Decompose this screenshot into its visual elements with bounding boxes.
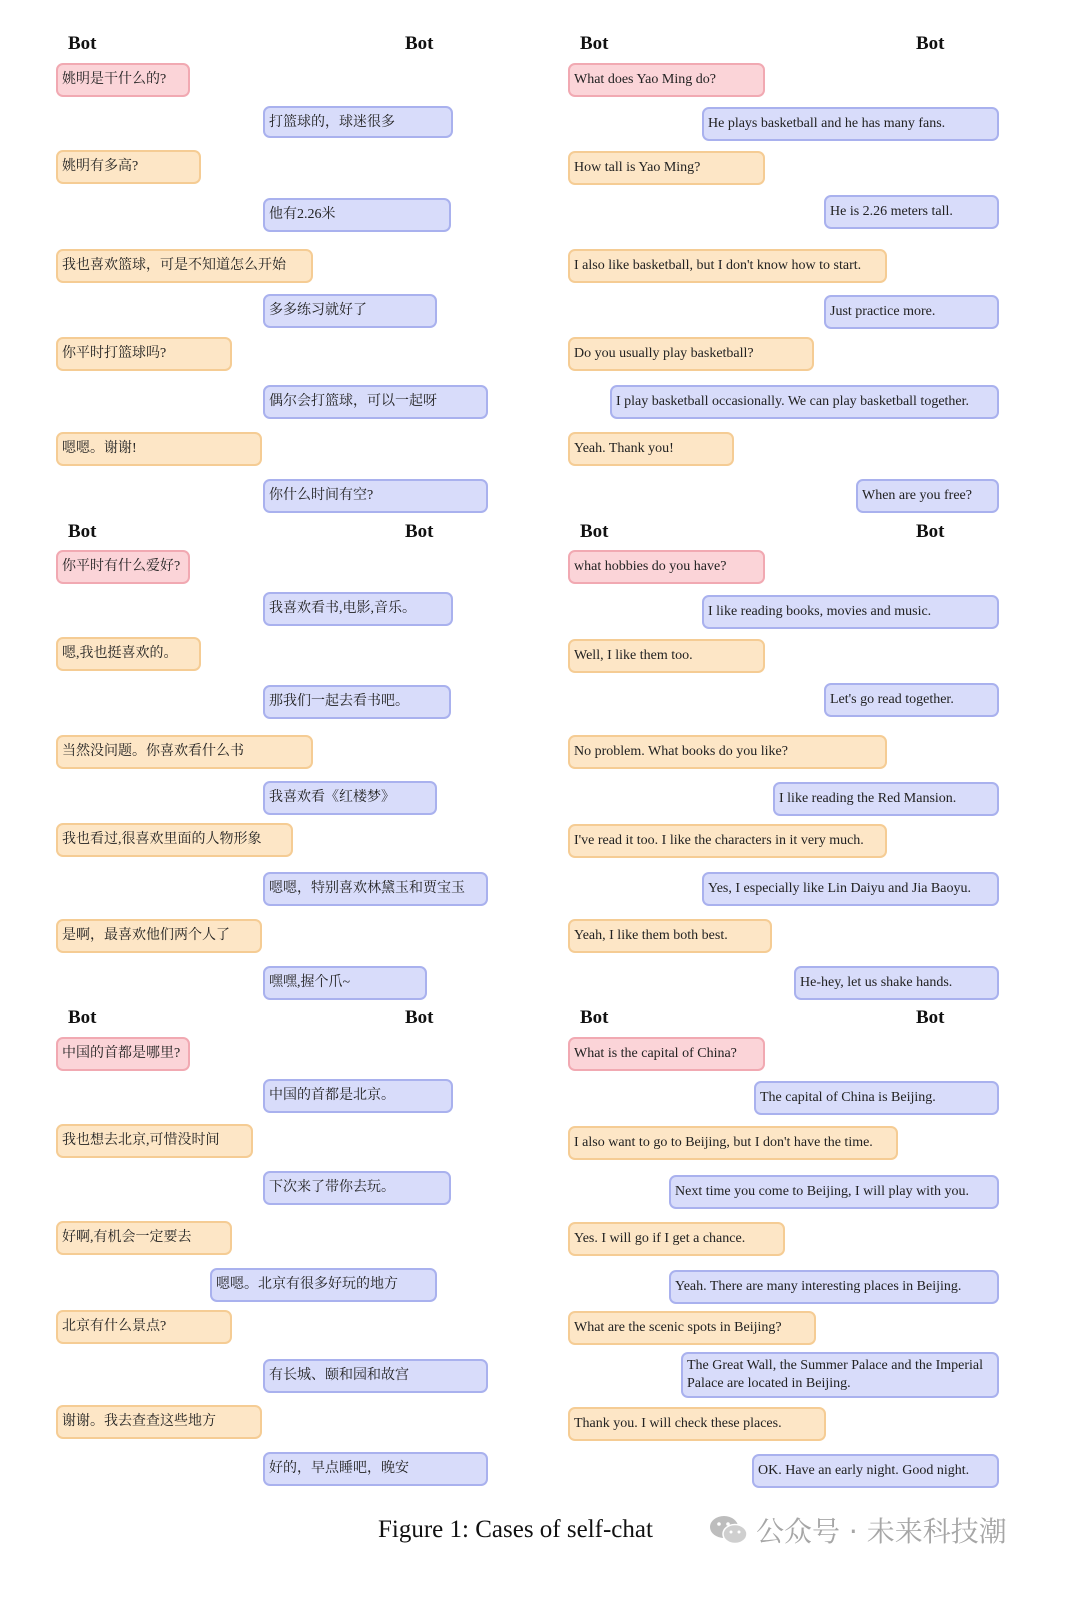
right-message-bubble: 下次来了带你去玩。 — [263, 1171, 451, 1205]
right-message-bubble: The capital of China is Beijing. — [754, 1081, 999, 1115]
left-message-bubble: 是啊，最喜欢他们两个人了 — [56, 919, 262, 953]
left-message-bubble: 中国的首都是哪里? — [56, 1037, 190, 1071]
left-message-bubble: 好啊,有机会一定要去 — [56, 1221, 232, 1255]
right-message-bubble: Just practice more. — [824, 295, 999, 329]
right-message-bubble: 我喜欢看《红楼梦》 — [263, 781, 437, 815]
right-message-bubble: 嗯嗯。北京有很多好玩的地方 — [210, 1268, 437, 1302]
left-speaker-label: Bot — [68, 521, 97, 542]
right-message-bubble: When are you free? — [856, 479, 999, 513]
right-message-bubble: 好的，早点睡吧，晚安 — [263, 1452, 488, 1486]
right-message-bubble: 他有2.26米 — [263, 198, 451, 232]
left-message-bubble: 我也想去北京,可惜没时间 — [56, 1124, 253, 1158]
right-message-bubble: I play basketball occasionally. We can play basketball together. — [610, 385, 999, 419]
left-speaker-label: Bot — [68, 33, 97, 54]
left-speaker-label: Bot — [580, 33, 609, 54]
right-message-bubble: Let's go read together. — [824, 683, 999, 717]
left-message-bubble: 当然没问题。你喜欢看什么书 — [56, 735, 313, 769]
right-message-bubble: 嘿嘿,握个爪~ — [263, 966, 427, 1000]
left-message-bubble: what hobbies do you have? — [568, 550, 765, 584]
right-message-bubble: 有长城、颐和园和故宫 — [263, 1359, 488, 1393]
right-message-bubble: Yeah. There are many interesting places in Beijing. — [669, 1270, 999, 1304]
left-message-bubble: 我也喜欢篮球，可是不知道怎么开始 — [56, 249, 313, 283]
left-speaker-label: Bot — [68, 1007, 97, 1028]
right-speaker-label: Bot — [405, 1007, 434, 1028]
right-message-bubble: 多多练习就好了 — [263, 294, 437, 328]
left-message-bubble: 你平时有什么爱好? — [56, 550, 190, 584]
right-message-bubble: He plays basketball and he has many fans. — [702, 107, 999, 141]
right-message-bubble: Yes, I especially like Lin Daiyu and Jia Baoyu. — [702, 872, 999, 906]
right-message-bubble: 我喜欢看书,电影,音乐。 — [263, 592, 453, 626]
right-speaker-label: Bot — [916, 521, 945, 542]
left-message-bubble: 姚明是干什么的? — [56, 63, 190, 97]
right-message-bubble: 中国的首都是北京。 — [263, 1079, 453, 1113]
left-speaker-label: Bot — [580, 521, 609, 542]
watermark — [708, 1510, 1007, 1550]
right-message-bubble: He-hey, let us shake hands. — [794, 966, 999, 1000]
left-message-bubble: 我也看过,很喜欢里面的人物形象 — [56, 823, 293, 857]
left-speaker-label: Bot — [580, 1007, 609, 1028]
right-message-bubble: He is 2.26 meters tall. — [824, 195, 999, 229]
left-message-bubble: 嗯嗯。谢谢! — [56, 432, 262, 466]
left-message-bubble: I also want to go to Beijing, but I don't have the time. — [568, 1126, 898, 1160]
wechat-icon — [708, 1513, 750, 1547]
left-message-bubble: 你平时打篮球吗? — [56, 337, 232, 371]
right-speaker-label: Bot — [916, 1007, 945, 1028]
left-message-bubble: What are the scenic spots in Beijing? — [568, 1311, 816, 1345]
right-speaker-label: Bot — [405, 33, 434, 54]
right-message-bubble: The Great Wall, the Summer Palace and the Imperial Palace are located in Beijing. — [681, 1352, 999, 1398]
left-message-bubble: Yeah, I like them both best. — [568, 919, 772, 953]
left-message-bubble: Yeah. Thank you! — [568, 432, 734, 466]
watermark-text: 公众号 · 未来科技潮 — [756, 1515, 1007, 1548]
left-message-bubble: I've read it too. I like the characters in it very much. — [568, 824, 887, 858]
right-message-bubble: 你什么时间有空? — [263, 479, 488, 513]
right-message-bubble: Next time you come to Beijing, I will play with you. — [669, 1175, 999, 1209]
left-message-bubble: 姚明有多高? — [56, 150, 201, 184]
right-message-bubble: 那我们一起去看书吧。 — [263, 685, 451, 719]
left-message-bubble: What is the capital of China? — [568, 1037, 765, 1071]
figure-caption: Figure 1: Cases of self-chat — [378, 1516, 653, 1543]
left-message-bubble: Do you usually play basketball? — [568, 337, 814, 371]
right-message-bubble: 嗯嗯，特别喜欢林黛玉和贾宝玉 — [263, 872, 488, 906]
right-message-bubble: 打篮球的，球迷很多 — [263, 106, 453, 138]
left-message-bubble: How tall is Yao Ming? — [568, 151, 765, 185]
left-message-bubble: 谢谢。我去查查这些地方 — [56, 1405, 262, 1439]
left-message-bubble: 嗯,我也挺喜欢的。 — [56, 637, 201, 671]
right-speaker-label: Bot — [405, 521, 434, 542]
right-message-bubble: 偶尔会打篮球，可以一起呀 — [263, 385, 488, 419]
right-message-bubble: I like reading books, movies and music. — [702, 595, 999, 629]
right-speaker-label: Bot — [916, 33, 945, 54]
right-message-bubble: I like reading the Red Mansion. — [773, 782, 999, 816]
left-message-bubble: Well, I like them too. — [568, 639, 765, 673]
left-message-bubble: I also like basketball, but I don't know how to start. — [568, 249, 887, 283]
right-message-bubble: OK. Have an early night. Good night. — [752, 1454, 999, 1488]
left-message-bubble: 北京有什么景点? — [56, 1310, 232, 1344]
left-message-bubble: What does Yao Ming do? — [568, 63, 765, 97]
left-message-bubble: Thank you. I will check these places. — [568, 1407, 826, 1441]
left-message-bubble: Yes. I will go if I get a chance. — [568, 1222, 785, 1256]
left-message-bubble: No problem. What books do you like? — [568, 735, 887, 769]
